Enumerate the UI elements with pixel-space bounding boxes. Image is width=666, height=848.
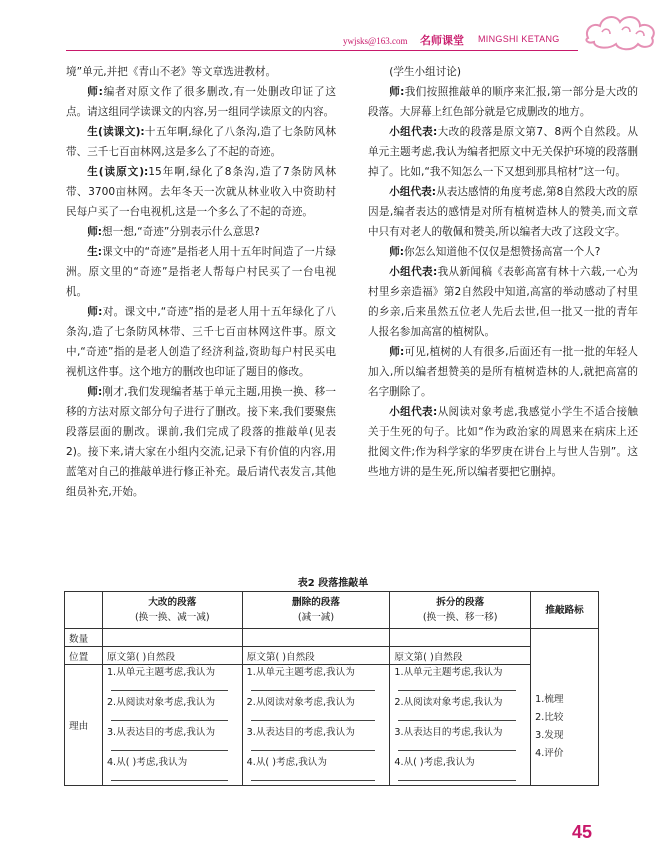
answer-blank [111, 741, 228, 751]
position-cell: 原文第( )自然段 [390, 647, 531, 665]
table-row-position [65, 647, 599, 665]
answer-blank [251, 711, 376, 721]
paragraph: 师:我们按照推敲单的顺序来汇报,第一部分是大改的段落。大屏幕上红色部分就是它成删改的地方。 [368, 86, 638, 118]
paragraph: 小组代表:从表达感情的角度考虑,第8自然段大改的原因是,编者表达的感情是对所有植树造林人的赞美,而文章中只有对老人的敬佩和赞美,所以编者大改了这段文字。 [368, 186, 638, 238]
row-label-count: 数量 [65, 629, 103, 647]
paragraph: (学生小组讨论) [389, 66, 462, 78]
reason-cell [390, 665, 531, 786]
right-column [368, 62, 638, 482]
table-corner-cell [65, 592, 103, 629]
header-title: 名师课堂 [420, 34, 464, 47]
answer-blank [398, 771, 516, 781]
reason-line: 1.从单元主题考虑,我认为 [246, 667, 355, 678]
reason-line: 4.从( )考虑,我认为 [246, 757, 327, 768]
paragraph: 境”单元,并把《青山不老》等文章选进教材。 [66, 66, 277, 78]
decorative-cloud-logo-icon [582, 8, 660, 52]
answer-blank [111, 771, 228, 781]
row-label-position: 位置 [65, 647, 103, 665]
path-item: 4.评价 [535, 748, 564, 759]
paragraph-worksheet-table [64, 591, 599, 786]
header-email: ywjsks@163.com [343, 36, 408, 46]
row-label-reason: 理由 [65, 665, 103, 786]
paragraph: 小组代表:大改的段落是原文第7、8两个自然段。从单元主题考虑,我认为编者把原文中无关保护环境的段落删掉了。比如,“我不知怎么一下又想到那具棺材”这一句。 [368, 126, 638, 178]
reason-line: 4.从( )考虑,我认为 [394, 757, 475, 768]
reason-line: 4.从( )考虑,我认为 [106, 757, 188, 768]
answer-blank [251, 681, 376, 691]
column-header: 拆分的段落 (换一换、移一移) [390, 592, 531, 629]
reason-line: 2.从阅读对象考虑,我认为 [394, 697, 503, 708]
table-cell [102, 629, 242, 647]
paragraph: 生(读原文):15年啊,绿化了8条沟,造了7条防风林带、3700亩林网。去年冬天一次就从林业收入中资助村民每户买了一台电视机,这是一个多么了不起的奇迹。 [66, 166, 336, 218]
paragraph: 小组代表:我从新闻稿《表彰高富有林十六载,一心为村里乡亲造福》第2自然段中知道,高富的举动感动了村里的乡亲,后来虽然五位老人先后去世,但一批又一批的青年人报名参加高富的植树队。 [368, 266, 638, 338]
paragraph: 师:刚才,我们发现编者基于单元主题,用换一换、移一移的方法对原文部分句子进行了删改。接下来,我们要聚焦段落层面的删改。课前,我们完成了段落的推敲单(见表2)。接下来,请大家在小组内交流,记录下有价值的内容,用蓝笔对自己的推敲单进行修正补充。最后请代表发言,其他组员补充,开始。 [66, 386, 336, 498]
path-item: 3.发现 [535, 730, 564, 741]
paragraph: 生:课文中的“奇迹”是指老人用十五年时间造了一片绿洲。原文里的“奇迹”是指老人帮每户村民买了一台电视机。 [66, 246, 336, 298]
reason-cell [102, 665, 242, 786]
table-caption: 表2 段落推敲单 [297, 578, 369, 589]
page-number: 45 [572, 822, 593, 842]
paragraph: 生(读课文):十五年啊,绿化了八条沟,造了七条防风林带、三千七百亩林网,这是多么了不起的奇迹。 [66, 126, 337, 158]
position-cell: 原文第( )自然段 [102, 647, 242, 665]
paragraph: 师:对。课文中,“奇迹”指的是老人用十五年绿化了八条沟,造了七条防风林带、三千七百亩林网这件事。原文中,“奇迹”指的是老人创造了经济利益,资助每户村民买电视机这件事。这个地方的删改也印证了题目的修改。 [66, 306, 336, 378]
path-item: 2.比较 [535, 712, 564, 723]
paragraph: 师:你怎么知道他不仅仅是想赞扬高富一个人? [389, 246, 601, 258]
paragraph: 师:可见,植树的人有很多,后面还有一批一批的年轻人加入,所以编者想赞美的是所有植树造林的人,就把高富的名字删除了。 [368, 346, 638, 398]
reason-line: 3.从表达目的考虑,我认为 [106, 727, 216, 738]
table-header-row [65, 592, 599, 629]
paragraph: 小组代表:从阅读对象考虑,我感觉小学生不适合接触关于生死的句子。比如“作为政治家的周恩来在病床上还批阅文件;作为科学家的华罗庚在讲台上与世人告别”。这些地方讲的是生死,所以编者要把它删掉。 [368, 406, 638, 478]
reason-line: 2.从阅读对象考虑,我认为 [106, 697, 216, 708]
header-rule [66, 50, 578, 51]
answer-blank [251, 741, 376, 751]
answer-blank [398, 741, 516, 751]
reason-line: 1.从单元主题考虑,我认为 [106, 667, 216, 678]
reason-cell [242, 665, 390, 786]
position-cell: 原文第( )自然段 [242, 647, 390, 665]
reason-line: 1.从单元主题考虑,我认为 [394, 667, 503, 678]
header-subtitle: MINGSHI KETANG [478, 34, 560, 44]
table-cell [390, 629, 531, 647]
table-cell [242, 629, 390, 647]
table-row-count [65, 629, 599, 647]
reason-line: 2.从阅读对象考虑,我认为 [246, 697, 355, 708]
paragraph: 师:编者对原文作了很多删改,有一处删改印证了这点。请这组同学读课文的内容,另一组同学读原文的内容。 [66, 86, 336, 118]
path-header: 推敲路标 [531, 592, 599, 629]
answer-blank [251, 771, 376, 781]
answer-blank [398, 681, 516, 691]
answer-blank [398, 711, 516, 721]
answer-blank [111, 681, 228, 691]
reason-line: 3.从表达目的考虑,我认为 [246, 727, 355, 738]
left-column [66, 62, 336, 502]
answer-blank [111, 711, 228, 721]
column-header: 删除的段落 (减一减) [242, 592, 390, 629]
path-item: 1.梳理 [535, 694, 564, 705]
paragraph: 师:想一想,“奇迹”分别表示什么意思? [87, 226, 260, 238]
page-header [0, 0, 666, 56]
column-header: 大改的段落 (换一换、减一减) [102, 592, 242, 629]
reason-line: 3.从表达目的考虑,我认为 [394, 727, 503, 738]
table-row-reason [65, 665, 599, 786]
path-items-cell [531, 629, 599, 786]
